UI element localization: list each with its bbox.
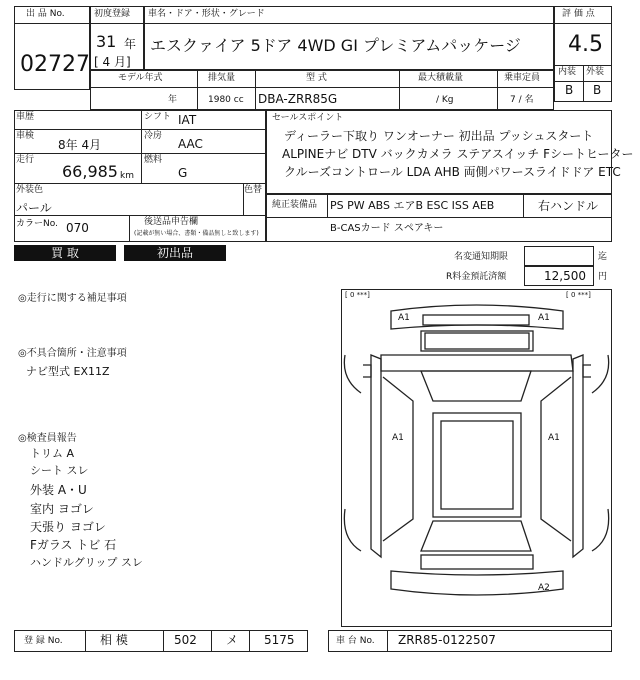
mileage-label: 走行 bbox=[16, 155, 35, 165]
damage-mark-front-right: A1 bbox=[538, 313, 550, 323]
model-year-label: モデル年式 bbox=[118, 73, 163, 83]
diagram-corner-left: [ 0 ***] bbox=[345, 291, 370, 299]
defect-remarks-label: ◎不具合箇所・注意事項 bbox=[18, 348, 127, 359]
car-title-label: 車名・ドア・形状・グレード bbox=[148, 9, 265, 19]
inspector-line-6: Fガラス トビ 石 bbox=[30, 538, 117, 552]
defect-line-1: ナビ型式 EX11Z bbox=[26, 365, 110, 378]
name-change-unit: 迄 bbox=[598, 252, 608, 262]
recycle-value: 12,500 bbox=[544, 269, 586, 283]
capacity-label: 乗車定員 bbox=[504, 73, 541, 83]
sales-points-label: セールスポイント bbox=[272, 113, 344, 123]
damage-mark-left-side: A1 bbox=[392, 433, 404, 443]
inspector-line-7: ハンドルグリップ スレ bbox=[30, 556, 143, 569]
exterior-label: 外装 bbox=[586, 67, 605, 77]
damage-mark-front-left: A1 bbox=[398, 313, 410, 323]
first-reg-label: 初度登録 bbox=[94, 9, 131, 19]
fuel-value: G bbox=[178, 166, 188, 180]
first-reg-year-unit: 年 bbox=[124, 37, 137, 51]
mileage-unit: km bbox=[120, 171, 134, 181]
car-outline-diagram bbox=[341, 289, 612, 627]
first-reg-month: [ 4 月] bbox=[94, 55, 131, 69]
history-label: 車歴 bbox=[16, 112, 35, 122]
inspector-line-5: 天張り ヨゴレ bbox=[30, 520, 106, 534]
buy-tag: 買 取 bbox=[14, 245, 116, 261]
ac-label: 冷房 bbox=[144, 131, 163, 141]
shaken-label: 車検 bbox=[16, 131, 35, 141]
interior-label: 内装 bbox=[558, 67, 577, 77]
rating-label: 評 価 点 bbox=[562, 9, 595, 19]
shift-value: IAT bbox=[178, 113, 197, 127]
registration-number: 5175 bbox=[264, 633, 295, 647]
color-no-label: カラーNo. bbox=[16, 219, 58, 229]
color-no-value: 070 bbox=[66, 221, 89, 235]
max-load-label: 最大積載量 bbox=[418, 73, 464, 83]
type-code: DBA-ZRR85G bbox=[258, 92, 338, 106]
registration-area: 相 模 bbox=[100, 633, 128, 647]
max-load-value: / Kg bbox=[436, 95, 454, 105]
sales-point-line-3: クルーズコントロール LDA AHB 両側パワースライドドア ETC bbox=[284, 165, 621, 179]
recycle-label: R料金預託済額 bbox=[446, 272, 507, 282]
shift-label: シフト bbox=[144, 112, 172, 122]
steering-value: 右ハンドル bbox=[538, 199, 599, 213]
mileage-value: 66,985 bbox=[62, 162, 118, 181]
type-label: 型 式 bbox=[306, 73, 327, 83]
shaken-value: 8年 4月 bbox=[58, 138, 102, 152]
fuel-label: 燃料 bbox=[144, 155, 163, 165]
diagram-corner-right: [ 0 ***] bbox=[566, 291, 591, 299]
first-reg-year: 31 bbox=[96, 32, 117, 51]
driving-remarks-label: ◎走行に関する補足事項 bbox=[18, 293, 127, 304]
equipment-label: 純正装備品 bbox=[272, 200, 318, 210]
name-change-label: 名変通知期限 bbox=[454, 252, 509, 262]
sales-point-line-2: ALPINEナビ DTV バックカメラ ステアスイッチ Fシートヒーター bbox=[282, 147, 634, 161]
ext-color-value: パール bbox=[16, 201, 52, 215]
extra-equipment: B-CASカード スペアキー bbox=[330, 223, 444, 234]
chassis-number: ZRR85-0122507 bbox=[398, 633, 496, 647]
ext-color-label: 外装色 bbox=[16, 185, 44, 195]
color-change-label: 色替 bbox=[244, 185, 263, 195]
first-listing-tag: 初出品 bbox=[124, 245, 226, 261]
model-year-unit: 年 bbox=[168, 95, 178, 105]
chassis-label: 車 台 No. bbox=[336, 636, 375, 646]
post-install-label: 後送品申告欄 bbox=[144, 217, 199, 227]
car-title: エスクァイア 5ドア 4WD GI プレミアムパッケージ bbox=[150, 36, 521, 55]
post-install-note: (記載が無い場合、書類・備品無しと致します) bbox=[134, 230, 259, 237]
inspector-line-4: 室内 ヨゴレ bbox=[30, 502, 94, 516]
equipment-value: PS PW ABS エアB ESC ISS AEB bbox=[330, 199, 495, 212]
lot-label: 出 品 No. bbox=[26, 9, 65, 19]
inspector-line-1: トリム A bbox=[30, 447, 75, 460]
inspector-label: ◎検査員報告 bbox=[18, 433, 77, 444]
registration-kana: メ bbox=[226, 633, 239, 647]
inspector-line-3: 外装 A・U bbox=[30, 483, 87, 497]
interior-grade: B bbox=[565, 83, 574, 97]
registration-label: 登 録 No. bbox=[24, 636, 63, 646]
recycle-unit: 円 bbox=[598, 272, 608, 282]
inspector-line-2: シート スレ bbox=[30, 464, 89, 477]
exterior-grade: B bbox=[593, 83, 602, 97]
sales-point-line-1: ディーラー下取り ワンオーナー 初出品 プッシュスタート bbox=[284, 129, 594, 143]
ac-value: AAC bbox=[178, 137, 203, 151]
capacity-value: 7 / 名 bbox=[510, 95, 534, 105]
lot-number: 02727 bbox=[20, 52, 90, 77]
displacement-label: 排気量 bbox=[208, 73, 236, 83]
damage-mark-rear: A2 bbox=[538, 583, 550, 593]
displacement-value: 1980 cc bbox=[208, 95, 244, 105]
registration-class: 502 bbox=[174, 633, 197, 647]
name-change-box bbox=[524, 246, 594, 266]
damage-mark-right-side: A1 bbox=[548, 433, 560, 443]
rating-value: 4.5 bbox=[568, 32, 603, 57]
